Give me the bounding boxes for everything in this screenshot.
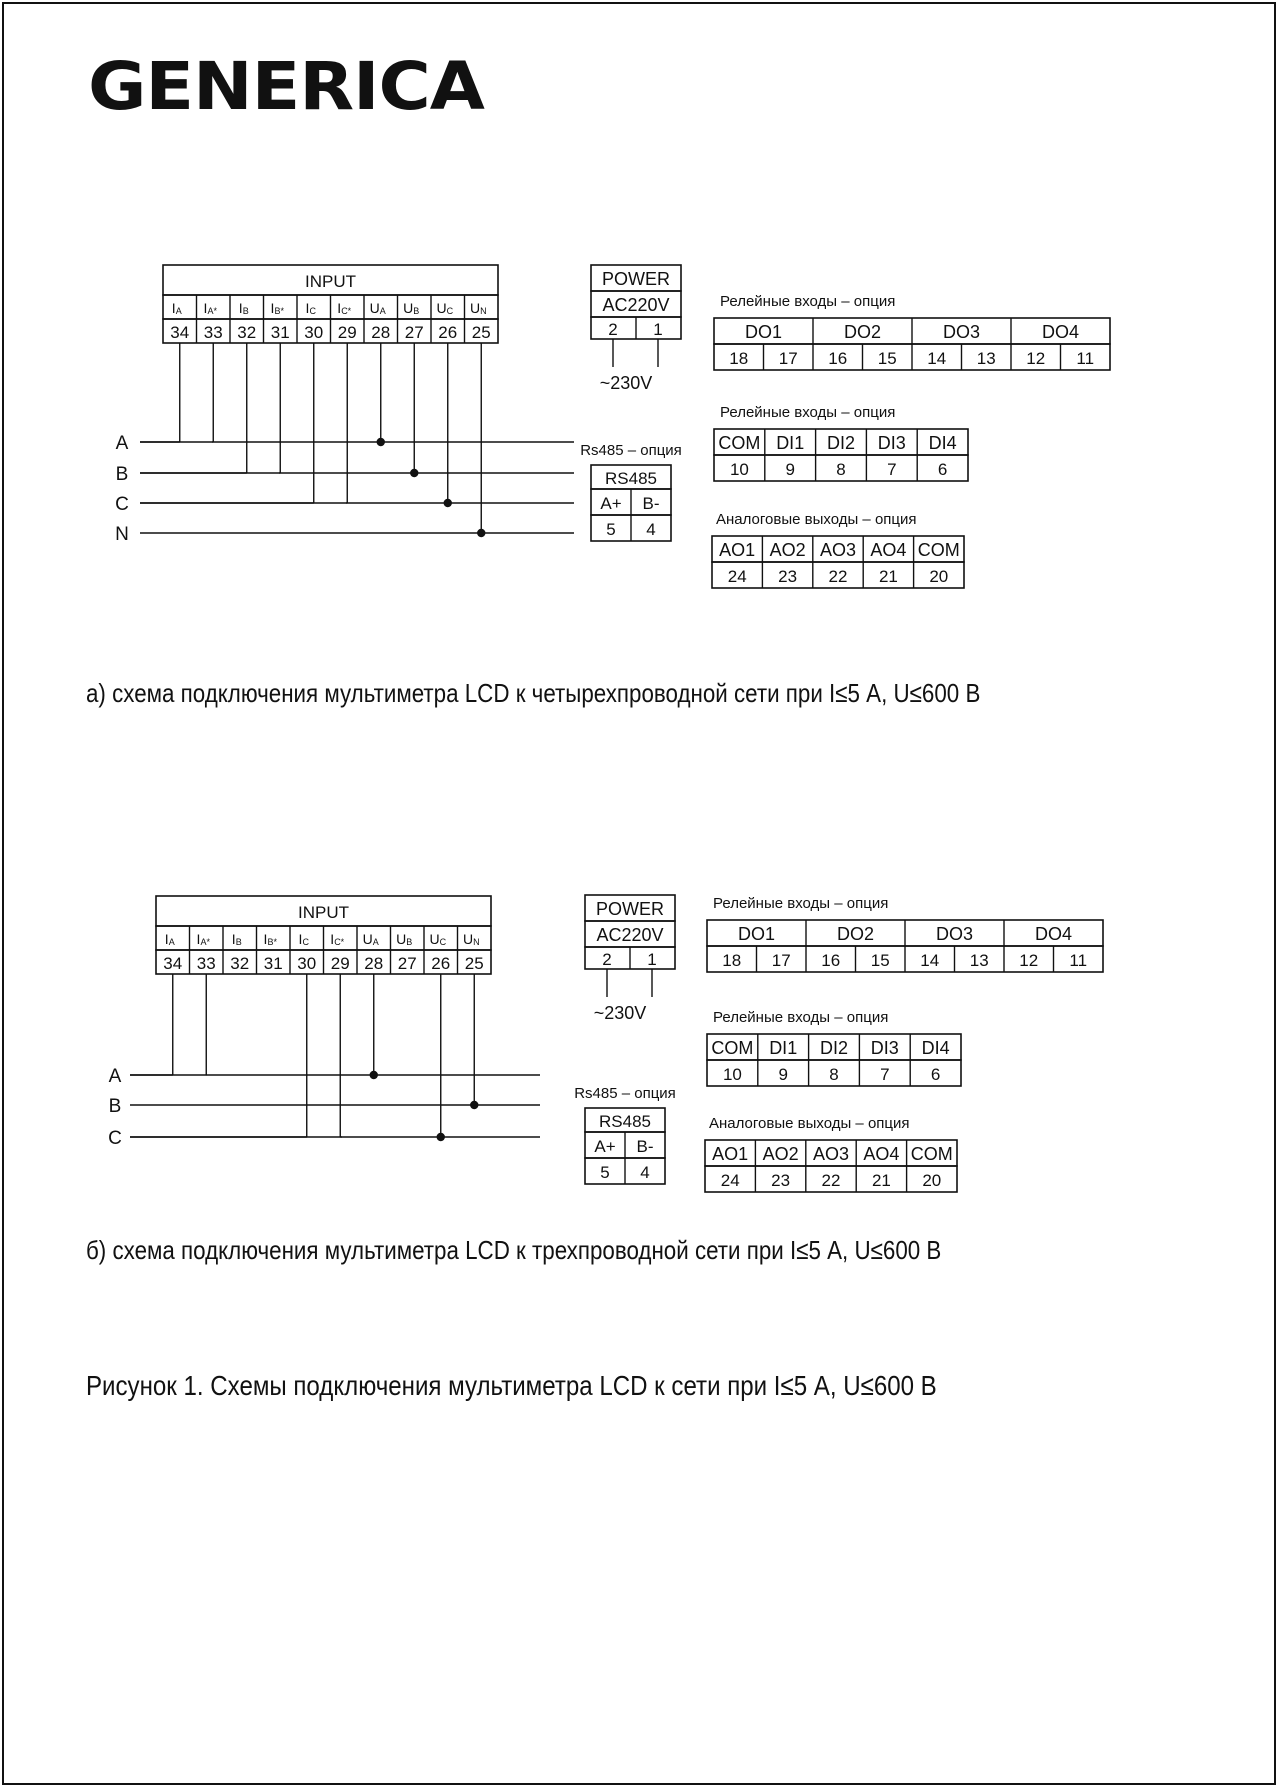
relay-input-di2: DI2 [826, 433, 856, 453]
input-signal-sub-2: B [242, 306, 249, 316]
relay-output-terminal-14: 14 [927, 349, 947, 368]
analog-output-terminal-22: 22 [821, 1171, 841, 1190]
relay-output-do1: DO1 [737, 924, 776, 944]
relay-output-terminal-12: 12 [1019, 951, 1039, 970]
rs485-terminal-4: 4 [646, 520, 656, 539]
analog-output-terminal-21: 21 [878, 567, 898, 586]
analog-output-terminal-24: 24 [727, 567, 747, 586]
rs485-label-b: B- [642, 494, 660, 513]
input-signal-7: UB [396, 931, 413, 947]
power-terminal-1: 1 [647, 950, 657, 969]
input-terminal-27: 27 [397, 954, 417, 973]
input-terminal-31: 31 [270, 323, 290, 342]
junction-dot [444, 499, 452, 507]
input-signal-5: IC* [330, 931, 345, 947]
rs485-title: RS485 [599, 1112, 651, 1131]
input-signal-sub-5: C* [341, 306, 352, 316]
rs485-caption: Rs485 – опция [580, 442, 682, 459]
input-signal-9: UN [462, 931, 480, 947]
relay-input-terminal-8: 8 [836, 460, 846, 479]
relay-input-terminal-7: 7 [887, 460, 897, 479]
input-signal-3: IB* [270, 300, 284, 316]
analog-output-ao1: AO1 [719, 540, 756, 560]
relay-output-do3: DO3 [942, 322, 981, 342]
analog-output-ao3: AO3 [812, 1144, 850, 1164]
analog-output-terminal-21: 21 [871, 1171, 891, 1190]
analog-output-ao2: AO2 [762, 1144, 799, 1164]
input-signal-2: IB [231, 931, 242, 947]
input-signal-8: UC [436, 300, 454, 316]
analog-output-terminal-23: 23 [778, 567, 798, 586]
analog-output-ao4: AO4 [870, 540, 907, 560]
relay-output-terminal-13: 13 [976, 349, 996, 368]
analog-output-ao3: AO3 [819, 540, 857, 560]
input-terminal-32: 32 [237, 323, 257, 342]
input-terminal-34: 34 [163, 954, 183, 973]
input-terminal-28: 28 [364, 954, 384, 973]
relay-input-di3: DI3 [877, 433, 906, 453]
input-signal-4: IC [298, 931, 309, 947]
relay-output-terminal-12: 12 [1026, 349, 1046, 368]
power-terminal-2: 2 [602, 950, 612, 969]
relay-input-di4: DI4 [928, 433, 957, 453]
rs485-terminal-5: 5 [600, 1163, 610, 1182]
power-terminal-1: 1 [653, 320, 663, 339]
relay-input-com: COM [718, 433, 761, 453]
analog-output-terminal-20: 20 [922, 1171, 942, 1190]
relay-output-terminal-11: 11 [1069, 951, 1088, 970]
analog-output-terminal-24: 24 [720, 1171, 740, 1190]
input-signal-sub-8: C [439, 937, 447, 947]
analog-output-com: COM [910, 1144, 953, 1164]
relay-output-terminal-14: 14 [920, 951, 940, 970]
relay-inputs-caption: Релейные входы – опция [720, 404, 896, 421]
relay-input-di2: DI2 [819, 1038, 849, 1058]
line-label-C: C [115, 494, 129, 515]
power-title: POWER [595, 899, 665, 919]
line-label-B: B [108, 1096, 122, 1117]
rs485-label-a: A+ [594, 1137, 616, 1156]
generica-logo: GENERICA [88, 48, 484, 125]
relay-input-di1: DI1 [769, 1038, 798, 1058]
input-signal-sub-7: B [413, 306, 420, 316]
relay-output-do2: DO2 [836, 924, 875, 944]
line-label-A: A [115, 433, 129, 454]
input-signal-sub-3: B* [274, 306, 284, 316]
relay-input-di1: DI1 [776, 433, 805, 453]
relay-output-do2: DO2 [843, 322, 882, 342]
line-label-A: A [108, 1066, 122, 1087]
junction-dot [370, 1071, 378, 1079]
input-terminal-26: 26 [438, 323, 458, 342]
input-terminal-26: 26 [431, 954, 451, 973]
three-wire-diagram [108, 895, 1103, 1192]
rs485-terminal-5: 5 [606, 520, 616, 539]
input-signal-0: IA [164, 931, 175, 947]
analog-output-terminal-23: 23 [771, 1171, 791, 1190]
input-terminal-28: 28 [371, 323, 391, 342]
input-signal-sub-6: A [379, 306, 386, 316]
analog-output-com: COM [917, 540, 960, 560]
input-signal-sub-4: C [302, 937, 309, 947]
analog-output-ao2: AO2 [769, 540, 806, 560]
input-terminal-29: 29 [330, 954, 350, 973]
input-signal-1: IA* [196, 931, 210, 947]
relay-output-terminal-15: 15 [877, 349, 897, 368]
power-voltage: AC220V [602, 295, 670, 315]
input-terminal-25: 25 [464, 954, 484, 973]
relay-input-terminal-6: 6 [930, 1065, 941, 1084]
power-terminal-2: 2 [608, 320, 618, 339]
input-signal-sub-3: B* [267, 937, 277, 947]
input-signal-sub-0: A [168, 937, 175, 947]
input-terminal-33: 33 [203, 323, 223, 342]
input-signal-1: IA* [203, 300, 217, 316]
rs485-title: RS485 [605, 469, 657, 488]
input-terminal-30: 30 [304, 323, 324, 342]
input-terminal-32: 32 [230, 954, 250, 973]
input-terminal-31: 31 [263, 954, 283, 973]
input-signal-0: IA [171, 300, 182, 316]
rs485-label-a: A+ [600, 494, 622, 513]
relay-output-do1: DO1 [744, 322, 783, 342]
line-label-N: N [115, 524, 129, 545]
junction-dot [410, 469, 418, 477]
relay-output-do4: DO4 [1034, 924, 1073, 944]
junction-dot [477, 529, 485, 537]
analog-output-ao4: AO4 [863, 1144, 900, 1164]
input-terminal-30: 30 [297, 954, 317, 973]
caption-three-wire: б) схема подключения мультиметра LCD к трехпроводной сети при I≤5 А, U≤600 В [86, 1235, 942, 1265]
input-signal-5: IC* [337, 300, 352, 316]
relay-input-com: COM [711, 1038, 754, 1058]
relay-input-terminal-7: 7 [880, 1065, 890, 1084]
relay-input-terminal-8: 8 [829, 1065, 839, 1084]
input-signal-6: UA [369, 300, 386, 316]
input-signal-sub-6: A [372, 937, 379, 947]
power-voltage: AC220V [596, 925, 664, 945]
input-title: INPUT [305, 272, 356, 291]
input-signal-sub-9: N [480, 306, 487, 316]
input-signal-sub-8: C [446, 306, 454, 316]
input-signal-4: IC [305, 300, 316, 316]
relay-output-do3: DO3 [935, 924, 974, 944]
relay-input-terminal-6: 6 [937, 460, 948, 479]
caption-four-wire: а) схема подключения мультиметра LCD к четырехпроводной сети при I≤5 А, U≤600 В [86, 678, 981, 708]
relay-output-terminal-15: 15 [870, 951, 890, 970]
relay-output-terminal-13: 13 [969, 951, 989, 970]
input-signal-8: UC [429, 931, 447, 947]
analog-outputs-caption: Аналоговые выходы – опция [716, 511, 917, 528]
rs485-terminal-4: 4 [640, 1163, 650, 1182]
input-signal-sub-1: A* [200, 937, 210, 947]
input-terminal-27: 27 [404, 323, 424, 342]
power-supply-label: ~230V [593, 1003, 647, 1023]
relay-output-terminal-16: 16 [828, 349, 848, 368]
input-signal-sub-9: N [473, 937, 480, 947]
relay-input-di4: DI4 [921, 1038, 950, 1058]
analog-output-terminal-20: 20 [929, 567, 949, 586]
line-label-B: B [115, 464, 129, 485]
input-signal-sub-2: B [235, 937, 242, 947]
relay-input-terminal-9: 9 [785, 460, 795, 479]
relay-input-di3: DI3 [870, 1038, 899, 1058]
input-signal-6: UA [362, 931, 379, 947]
junction-dot [377, 438, 385, 446]
input-signal-sub-7: B [406, 937, 413, 947]
relay-outputs-caption: Релейные входы – опция [713, 895, 889, 912]
junction-dot [470, 1101, 478, 1109]
four-wire-diagram [115, 265, 1110, 588]
analog-output-ao1: AO1 [712, 1144, 749, 1164]
rs485-label-b: B- [636, 1137, 654, 1156]
relay-output-terminal-18: 18 [729, 349, 749, 368]
input-signal-sub-5: C* [334, 937, 345, 947]
relay-input-terminal-9: 9 [778, 1065, 788, 1084]
relay-output-terminal-17: 17 [778, 349, 798, 368]
relay-output-terminal-11: 11 [1076, 349, 1095, 368]
power-title: POWER [601, 269, 671, 289]
input-signal-sub-4: C [309, 306, 316, 316]
input-title: INPUT [298, 903, 349, 922]
input-terminal-33: 33 [196, 954, 216, 973]
relay-output-terminal-17: 17 [771, 951, 791, 970]
input-terminal-34: 34 [170, 323, 190, 342]
input-terminal-29: 29 [337, 323, 357, 342]
relay-input-terminal-10: 10 [722, 1065, 742, 1084]
power-supply-label: ~230V [599, 373, 653, 393]
input-signal-sub-1: A* [207, 306, 217, 316]
input-signal-sub-0: A [175, 306, 182, 316]
relay-output-terminal-16: 16 [821, 951, 841, 970]
input-signal-2: IB [238, 300, 249, 316]
analog-output-terminal-22: 22 [828, 567, 848, 586]
junction-dot [437, 1133, 445, 1141]
input-signal-7: UB [403, 300, 420, 316]
input-signal-3: IB* [263, 931, 277, 947]
input-signal-9: UN [469, 300, 487, 316]
relay-output-do4: DO4 [1041, 322, 1080, 342]
figure-title: Рисунок 1. Схемы подключения мультиметра LCD к сети при I≤5 А, U≤600 В [86, 1370, 937, 1401]
relay-outputs-caption: Релейные входы – опция [720, 293, 896, 310]
relay-output-terminal-18: 18 [722, 951, 742, 970]
input-terminal-25: 25 [471, 323, 491, 342]
relay-input-terminal-10: 10 [729, 460, 749, 479]
line-label-C: C [108, 1128, 122, 1149]
relay-inputs-caption: Релейные входы – опция [713, 1009, 889, 1026]
analog-outputs-caption: Аналоговые выходы – опция [709, 1115, 910, 1132]
rs485-caption: Rs485 – опция [574, 1085, 676, 1102]
